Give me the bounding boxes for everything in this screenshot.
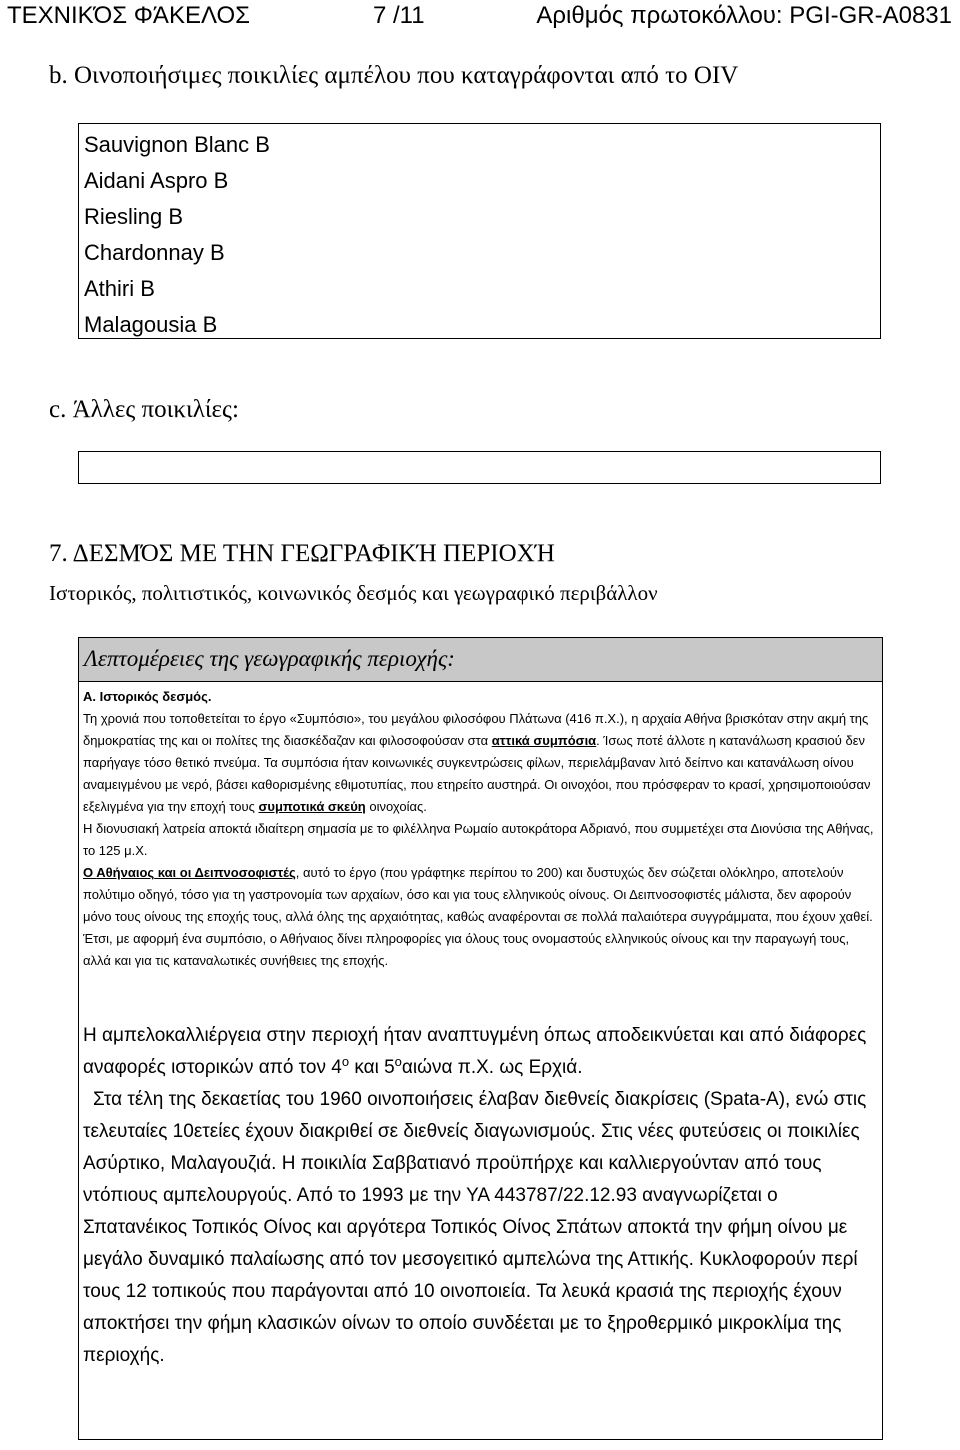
viticulture-paragraph-2: Στα τέλη της δεκαετίας του 1960 οινοποιήσεις έλαβαν διεθνείς διακρίσεις (Spata-A), ενώ στις τελευταίες 10ετείες έχουν διακριθεί σε διεθνείς διαγωνισμούς. Στις νέες φυτεύσεις οι ποικιλίες Ασύρτικο, Μαλαγουζιά. Η ποικιλία Σαββατιανό προϋπήρχε και καλλιεργούνταν από τους ντόπιους αμπελουργούς. Από το 1993 με την ΥΑ 443787/22.12.93 αναγνωρίζεται ο Σπατανέικος Τοπικός Οίνος και αργότερα Τοπικός Οίνος Σπάτων αποκτά την φήμη οίνου με μεγάλο δυναμικό παλαίωσης από τον μεσογειτικό αμπελώνα της Αττικής. Κυκλοφορούν περί τους 12 τοπικούς που παράγονται από 10 οινοποιεία. Τα λευκά κρασιά της περιοχής έχουν αποκτήσει την φήμη κλασικών οίνων το οποίο συνδέεται με το ξηροθερμικό μικροκλίμα της περιοχής. [83, 1089, 867, 1366]
details-header [79, 638, 882, 682]
viticulture-text [83, 1020, 879, 1372]
text-run: αιώνα π.Χ. ως Ερχιά. [401, 1057, 583, 1078]
page-number: 7 /11 [373, 2, 425, 29]
section-b-heading: b. Οινοποιήσιμες ποικιλίες αμπέλου που καταγράφονται από το OIV [49, 62, 739, 89]
variety-item: Sauvignon Blanc B [84, 132, 270, 157]
superscript: ο [341, 1054, 350, 1069]
viticulture-paragraph-1 [83, 1020, 879, 1084]
historical-link-text [83, 686, 879, 972]
variety-item: Riesling B [84, 204, 184, 229]
text-run: Ο [83, 865, 97, 880]
variety-item: Malagousia B [84, 312, 218, 337]
section-c-heading: c. Άλλες ποικιλίες: [49, 396, 239, 423]
deipnosophists-paragraph [83, 862, 879, 972]
superscript: ο [394, 1054, 402, 1069]
varieties-table [78, 123, 881, 339]
athenaeus-term: Αθήναιος [96, 865, 155, 880]
symposium-paragraph [83, 708, 879, 818]
text-run: και οι [154, 865, 195, 880]
text-run: οινοχοίας. [365, 799, 427, 814]
other-varieties-field [78, 451, 881, 484]
attic-symposia-term: αττικά συμπόσια [491, 733, 597, 748]
document-title: ΤΕΧΝΙΚΌΣ ΦΆΚΕΛΟΣ [7, 2, 250, 29]
variety-item: Athiri B [84, 276, 155, 301]
text-run: , αυτό το έργο (που γράφτηκε περίπου το 200) και δυστυχώς δεν σώζεται ολόκληρο, αποτελούν πολύτιμο οδηγό, τόσο για τη γαστρονομία των αρχαίων, όσο και για τους ελληνικούς οίνους. Οι Δειπνοσοφιστές μάλιστα, δεν αφορούν μόνο τους οίνους της εποχής τους, αλλά όλης της αρχαιότητας, καθώς αναφέρονται σε πολλά παλαιότερα συγγράμματα, που έχουν χαθεί. Έτσι, με αφορμή ένα συμπόσιο, ο Αθήναιος δίνει πληροφορίες για όλους τους ονομαστούς ελληνικούς οίνους και την παραγωγή τους, αλλά και για τις καταναλωτικές συνήθειες της εποχής. [83, 865, 873, 968]
section-7-subheading: Ιστορικός, πολιτιστικός, κοινωνικός δεσμός και γεωγραφικό περιβάλλον [49, 581, 658, 605]
dionysian-paragraph: Η διονυσιακή λατρεία αποκτά ιδιαίτερη σημασία με το φιλέλληνα Ρωμαίο αυτοκράτορα Αδριανό, που συμμετέχει στα Διονύσια της Αθήνας, το 125 μ.Χ. [83, 821, 874, 858]
text-run: και 5 [349, 1057, 395, 1078]
historical-link-title: Α. Ιστορικός δεσμός. [83, 689, 212, 704]
text-run: Η αμπελοκαλλιέργεια στην περιοχή ήταν αναπτυγμένη όπως αποδεικνύεται και από διάφορες αναφορές ιστορικών από τον 4 [83, 1025, 867, 1078]
page-header [0, 0, 960, 34]
section-7-heading: 7. ΔΕΣΜΌΣ ΜΕ ΤΗΝ ΓΕΩΓΡΑΦΙΚΉ ΠΕΡΙΟΧΉ [49, 540, 555, 567]
details-header-label: Λεπτομέρειες της γεωγραφικής περιοχής: [84, 646, 455, 671]
text-run: Τη χρονιά που τοποθετείται το έργο «Συμπόσιο», του μεγάλου φιλοσόφου Πλάτωνα (416 π.Χ.), η αρχαία Αθήνα βρισκόταν στην ακμή της δημοκρατίας της και οι πολίτες της διασκέδαζαν και φιλοσοφούσαν στα [83, 711, 869, 748]
deipnosophists-term: Δειπνοσοφιστές [194, 865, 296, 880]
variety-item: Chardonnay B [84, 240, 225, 265]
symposium-vessels-term: συμποτικά σκεύη [258, 799, 366, 814]
text-run: . Ίσως ποτέ άλλοτε η κατανάλωση κρασιού δεν παρήγαγε τόσο θετικό πνεύμα. Τα συμπόσια ήταν κοινωνικές συγκεντρώσεις φίλων, περιελάμβαναν λιτό δείπνο και κατανάλωση οίνου αναμειγμένου με νερό, βάσει καθορισμένης εθιμοτυπίας, που ετηρείτο αυστηρά. Οι οινοχόοι, που πρόσφεραν το κρασί, χρησιμοποιούσαν εξελιγμένα για την εποχή τους [83, 733, 871, 814]
variety-item: Aidani Aspro B [84, 168, 229, 193]
geographic-details-box [78, 637, 883, 1440]
protocol-number: Αριθμός πρωτοκόλλου: PGI-GR-A0831 [536, 2, 952, 29]
